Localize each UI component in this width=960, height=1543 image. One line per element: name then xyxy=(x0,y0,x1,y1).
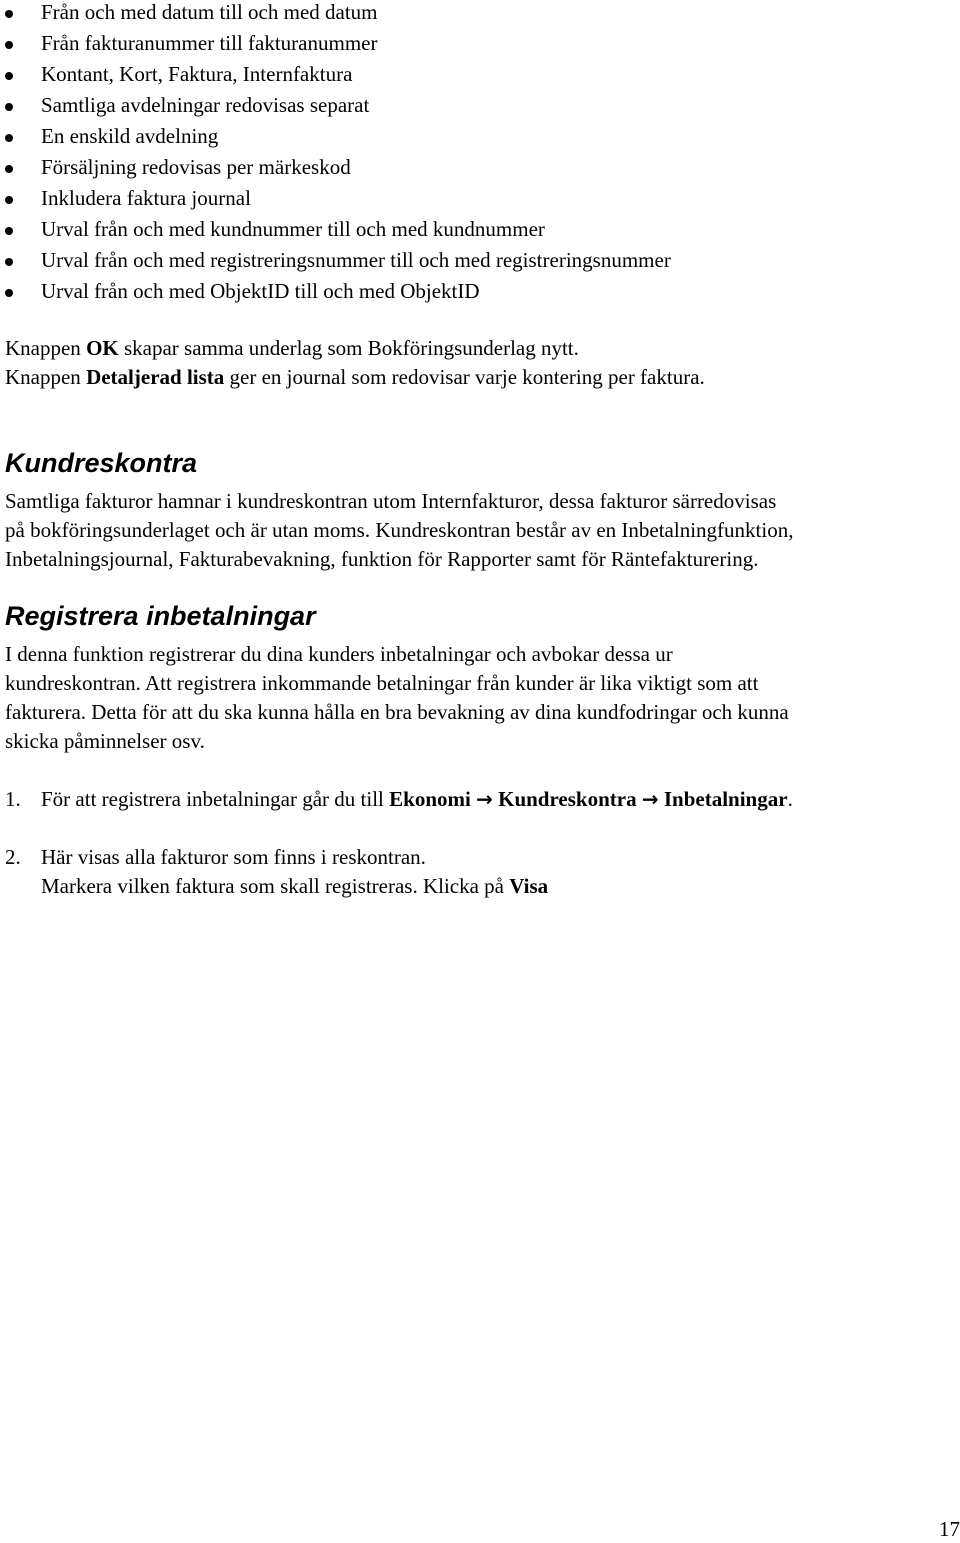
bullet-icon xyxy=(5,72,13,80)
list-item: Försäljning redovisas per märkeskod xyxy=(0,152,671,183)
buttons-info-paragraph: Knappen OK skapar samma underlag som Bokföringsunderlag nytt. Knappen Detaljerad lista ger en journal som redovisar varje kontering per faktura. xyxy=(5,336,705,389)
bullet-icon xyxy=(5,196,13,204)
bullet-icon xyxy=(5,103,13,111)
arrow-right-icon: → xyxy=(641,787,659,811)
step-2: 2. Här visas alla fakturor som finns i reskontran. Markera vilken faktura som skall registreras. Klicka på Visa xyxy=(5,843,548,901)
kundreskontra-heading: Kundreskontra xyxy=(5,448,198,478)
list-item: Inkludera faktura journal xyxy=(0,183,671,214)
step-2-line-2: Markera vilken faktura som skall registreras. Klicka på Visa xyxy=(41,874,549,898)
bullet-icon xyxy=(5,258,13,266)
list-item: Urval från och med registreringsnummer till och med registreringsnummer xyxy=(0,245,671,276)
arrow-right-icon: → xyxy=(476,787,493,811)
bullet-icon xyxy=(5,41,13,49)
list-item: En enskild avdelning xyxy=(0,121,671,152)
registrera-paragraph: I denna funktion registrerar du dina kunders inbetalningar och avbokar dessa ur kundreskontran. Att registrera inkommande betalningar från kunder är lika viktigt som att fakturera. Detta för att du ska kunna hålla en bra bevakning av dina kundfodringar och kunna skicka påminnelser osv. xyxy=(5,642,789,753)
list-item: Från fakturanummer till fakturanummer xyxy=(0,28,671,59)
list-item: Kontant, Kort, Faktura, Internfaktura xyxy=(0,59,671,90)
step-1: 1. För att registrera inbetalningar går du till Ekonomi → Kundreskontra → Inbetalningar. xyxy=(5,787,793,811)
ok-button-name: OK xyxy=(86,336,119,360)
visa-button-name: Visa xyxy=(509,874,549,898)
list-item: Urval från och med kundnummer till och med kundnummer xyxy=(0,214,671,245)
list-item: Samtliga avdelningar redovisas separat xyxy=(0,90,671,121)
detail-list-button-name: Detaljerad lista xyxy=(86,365,225,389)
list-item: Från och med datum till och med datum xyxy=(0,0,671,28)
bullet-icon xyxy=(5,134,13,142)
registrera-heading: Registrera inbetalningar xyxy=(5,601,316,631)
menu-path-inbetalningar: Inbetalningar xyxy=(663,787,788,811)
bullet-icon xyxy=(5,165,13,173)
menu-path-ekonomi: Ekonomi xyxy=(389,787,471,811)
kundreskontra-paragraph: Samtliga fakturor hamnar i kundreskontran utom Internfakturor, dessa fakturor särredovisas på bokföringsunderlaget och är utan moms. Kundreskontran består av en Inbetalningfunktion, Inbetalningsjournal, Fakturabevakning, funktion för Rapporter samt för Räntefakturering. xyxy=(5,489,794,571)
menu-path-kundreskontra: Kundreskontra xyxy=(498,787,637,811)
options-bullet-list xyxy=(0,0,671,307)
bullet-icon xyxy=(5,227,13,235)
list-item: Urval från och med ObjektID till och med ObjektID xyxy=(0,276,671,307)
bullet-icon xyxy=(5,289,13,297)
bullet-icon xyxy=(5,10,13,18)
page-number: 17 xyxy=(939,1517,960,1541)
